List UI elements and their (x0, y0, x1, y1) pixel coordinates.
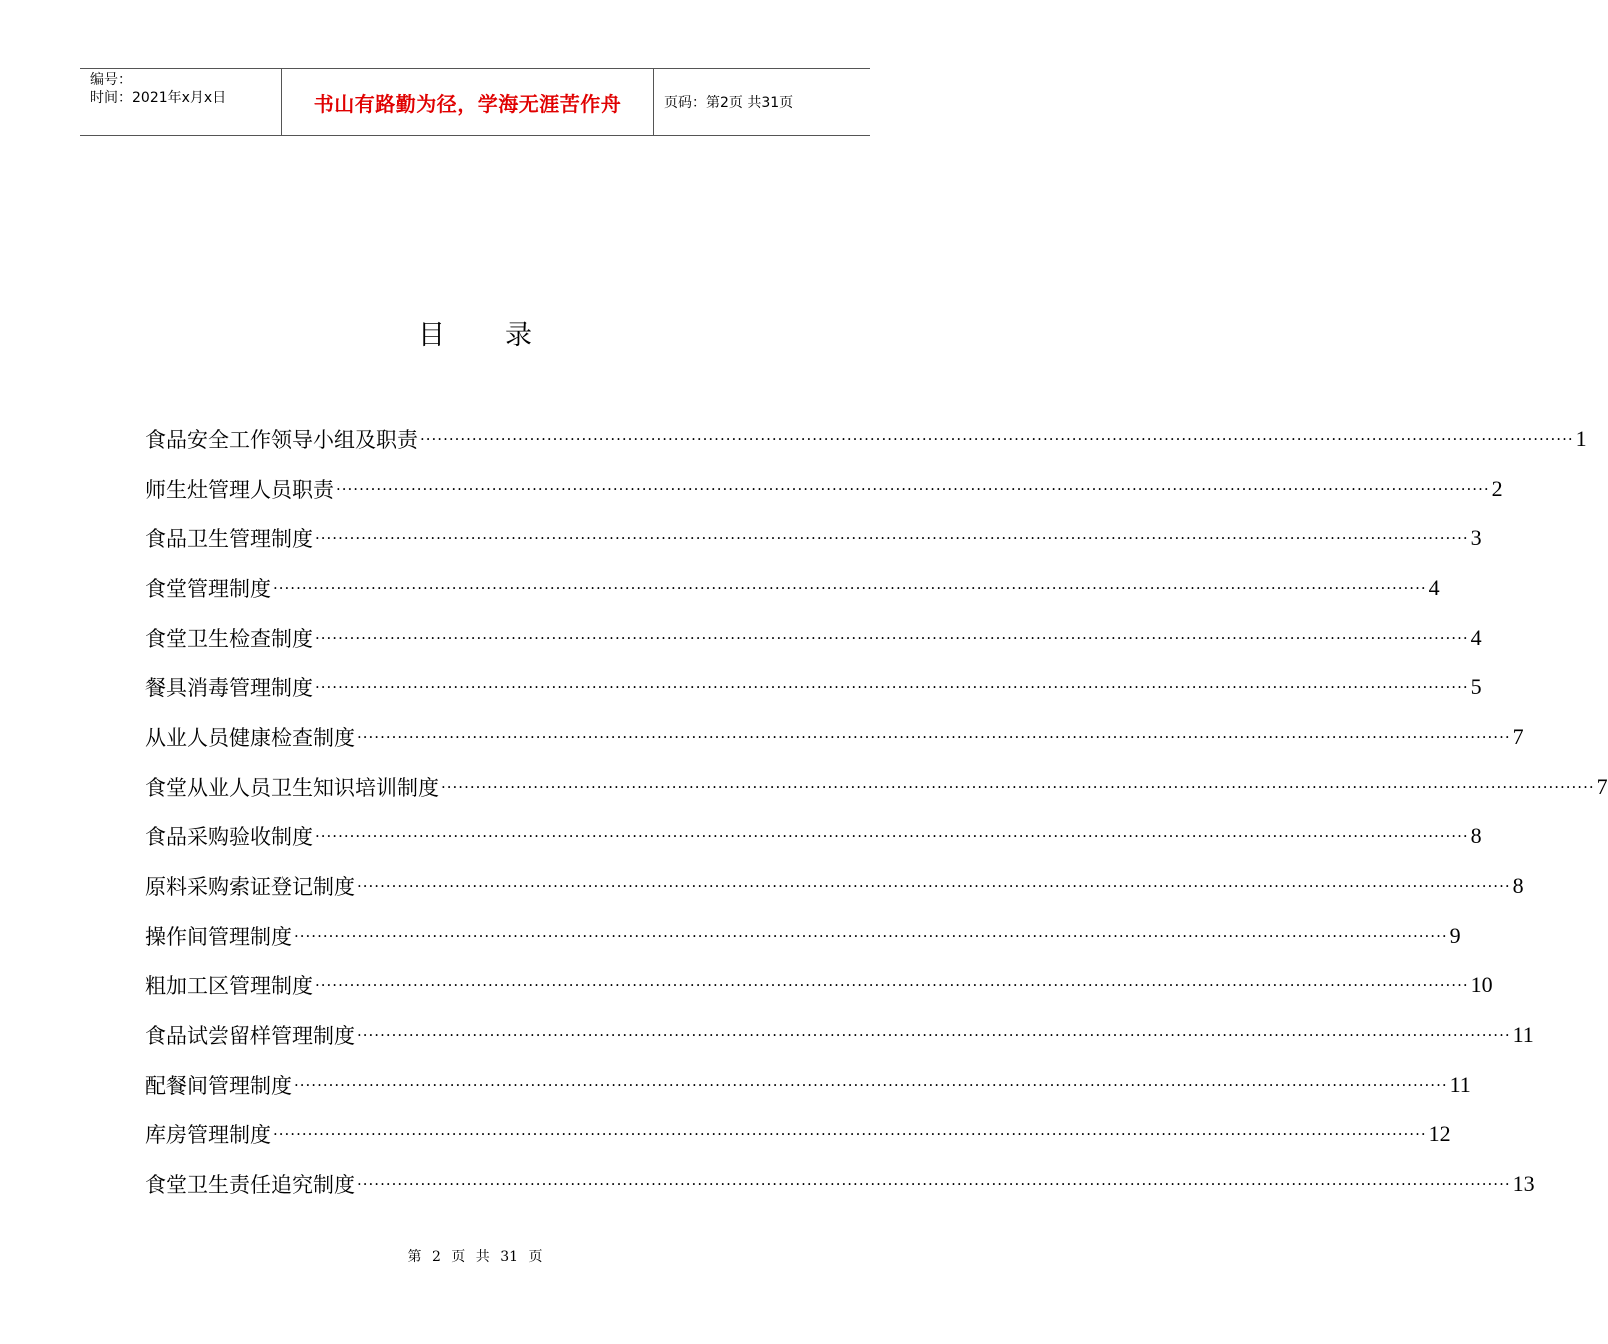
toc-entry-page: 8 (1512, 873, 1524, 899)
toc-dot-leader: ········································································································································································································ (294, 926, 1448, 945)
header-meta (80, 69, 282, 135)
toc-entry-page: 11 (1449, 1071, 1471, 1097)
toc-entry-label: 库房管理制度 (145, 1123, 271, 1148)
toc-entry-label: 食堂管理制度 (145, 576, 271, 601)
toc-entry-label: 原料采购索证登记制度 (145, 875, 355, 900)
toc-entry-page: 10 (1470, 972, 1493, 998)
toc-entry-label: 食堂卫生责任追究制度 (145, 1173, 355, 1198)
toc-entry-page: 8 (1470, 823, 1482, 849)
toc-entry-page: 4 (1470, 624, 1482, 650)
toc-entry-page: 12 (1428, 1121, 1451, 1147)
toc-entry-page: 7 (1596, 773, 1608, 799)
toc-dot-leader: ········································································································································································································ (315, 827, 1469, 846)
table-of-contents (145, 414, 1608, 1209)
toc-entry-page: 13 (1512, 1171, 1535, 1197)
toc-title-left: 目 (418, 320, 445, 351)
toc-entry-page: 2 (1491, 475, 1503, 501)
toc-entry[interactable] (145, 961, 1493, 1011)
toc-entry[interactable] (145, 861, 1524, 911)
toc-entry[interactable] (145, 911, 1461, 961)
toc-dot-leader: ········································································································································································································ (273, 578, 1427, 597)
toc-entry-page: 1 (1575, 425, 1587, 451)
toc-entry[interactable] (145, 513, 1482, 563)
toc-entry-page: 3 (1470, 525, 1482, 551)
toc-entry-label: 粗加工区管理制度 (145, 974, 313, 999)
toc-dot-leader: ········································································································································································································ (336, 479, 1490, 498)
toc-entry-page: 9 (1449, 922, 1461, 948)
toc-dot-leader: ········································································································································································································ (357, 1026, 1511, 1045)
page-header (80, 68, 870, 136)
toc-entry[interactable] (145, 464, 1503, 514)
toc-entry-page: 11 (1512, 1022, 1534, 1048)
header-motto: 书山有路勤为径，学海无涯苦作舟 (282, 69, 654, 135)
toc-entry-page: 7 (1512, 723, 1524, 749)
toc-dot-leader: ········································································································································································································ (315, 678, 1469, 697)
toc-entry[interactable] (145, 563, 1440, 613)
toc-entry[interactable] (145, 762, 1608, 812)
toc-dot-leader: ········································································································································································································ (357, 1175, 1511, 1194)
toc-entry[interactable] (145, 414, 1587, 464)
toc-dot-leader: ········································································································································································································ (357, 877, 1511, 896)
toc-title (0, 313, 950, 352)
toc-entry-label: 操作间管理制度 (145, 924, 292, 949)
toc-entry-label: 配餐间管理制度 (145, 1073, 292, 1098)
toc-dot-leader: ········································································································································································································ (273, 1125, 1427, 1144)
toc-entry-label: 食品采购验收制度 (145, 825, 313, 850)
toc-entry[interactable] (145, 1010, 1534, 1060)
toc-entry[interactable] (145, 662, 1482, 712)
toc-dot-leader: ········································································································································································································ (315, 628, 1469, 647)
toc-entry-label: 食堂卫生检查制度 (145, 626, 313, 651)
toc-entry[interactable] (145, 712, 1524, 762)
toc-dot-leader: ········································································································································································································ (315, 529, 1469, 548)
toc-entry[interactable] (145, 1110, 1451, 1160)
toc-entry-label: 从业人员健康检查制度 (145, 725, 355, 750)
toc-dot-leader: ········································································································································································································ (294, 1075, 1448, 1094)
toc-dot-leader: ········································································································································································································ (441, 777, 1595, 796)
toc-entry-label: 食堂从业人员卫生知识培训制度 (145, 775, 439, 800)
toc-entry-label: 食品试尝留样管理制度 (145, 1024, 355, 1049)
toc-entry[interactable] (145, 613, 1482, 663)
page-footer: 第 2 页 共 31 页 (407, 1249, 543, 1265)
number-label: 编号： (90, 72, 132, 88)
toc-entry[interactable] (145, 1159, 1535, 1209)
toc-entry-label: 师生灶管理人员职责 (145, 477, 334, 502)
toc-entry-label: 餐具消毒管理制度 (145, 676, 313, 701)
toc-title-right: 录 (505, 320, 532, 351)
toc-entry[interactable] (145, 812, 1482, 862)
toc-entry[interactable] (145, 1060, 1471, 1110)
toc-entry-page: 5 (1470, 674, 1482, 700)
toc-dot-leader: ········································································································································································································ (357, 727, 1511, 746)
toc-entry-page: 4 (1428, 574, 1440, 600)
date-label: 时间：2021年x月x日 (90, 90, 227, 106)
toc-entry-label: 食品安全工作领导小组及职责 (145, 427, 418, 452)
toc-entry-label: 食品卫生管理制度 (145, 527, 313, 552)
toc-dot-leader: ········································································································································································································ (420, 429, 1574, 448)
header-page-info: 页码：第2页 共31页 (664, 95, 794, 111)
toc-dot-leader: ········································································································································································································ (315, 976, 1469, 995)
